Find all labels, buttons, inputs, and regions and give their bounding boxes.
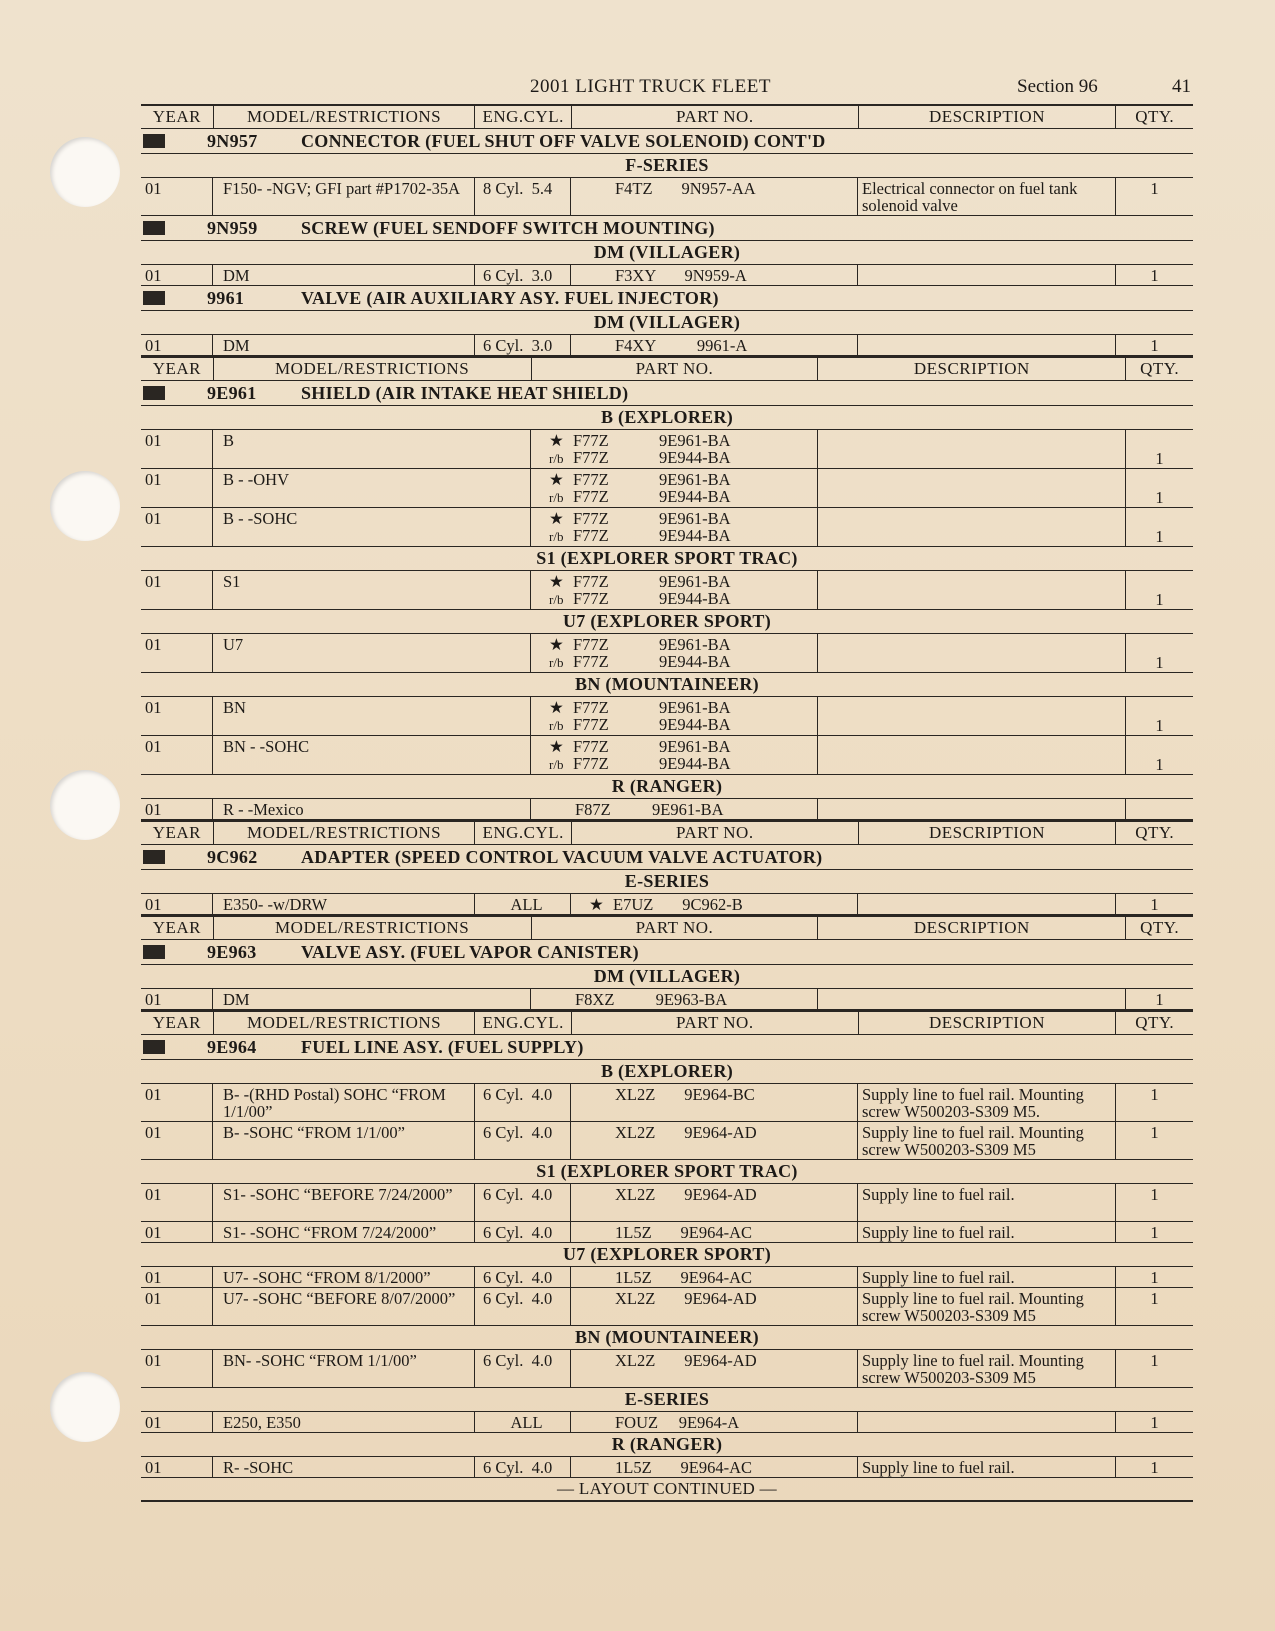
year-cell: 01 [141,1222,213,1242]
table-row [141,1184,1193,1222]
year-cell: 01 [141,430,213,468]
column-header: DESCRIPTION [818,917,1126,939]
description-cell [818,989,1126,1009]
column-header: MODEL/RESTRICTIONS [214,917,532,939]
part-line-replaced-by [531,755,817,773]
description-cell: Supply line to fuel rail. Mounting screw W500203-S309 M5 [858,1288,1116,1325]
model-cell: U7- -SOHC “BEFORE 8/07/2000” [213,1288,475,1325]
replaced-by-marker: r/b [549,757,564,772]
subsection-title: DM (VILLAGER) [141,241,1193,265]
description-cell [818,508,1126,546]
description-cell: Supply line to fuel rail. Mounting screw W500203-S309 M5 [858,1122,1116,1159]
quantity-cell: 1 [1155,653,1164,672]
model-cell: BN - -SOHC [213,736,531,774]
column-header: DESCRIPTION [859,1012,1117,1034]
group-code: 9E964 [207,1036,257,1057]
year-cell: 01 [141,634,213,672]
quantity-cell: 1 [1150,1085,1159,1104]
table-row [141,1122,1193,1160]
engine-cell: 8 Cyl. 5.4 [475,178,571,215]
subsection-title: E-SERIES [141,870,1193,894]
model-cell: E350- -w/DRW [213,894,475,914]
part-prefix: F77Z [573,487,609,506]
part-prefix: F77Z [573,431,609,450]
column-header-row [141,356,1193,381]
star-icon: ★ [549,737,564,756]
part-line-primary [531,636,817,653]
table-row [141,1412,1193,1433]
table-row [141,1350,1193,1388]
column-header: MODEL/RESTRICTIONS [214,822,476,844]
section-label: Section 96 [1017,76,1098,97]
group-name: ADAPTER (SPEED CONTROL VACUUM VALVE ACTUATOR) [301,846,823,867]
group-marker [143,1040,165,1054]
column-header: QTY. [1140,918,1180,937]
engine-cell: ALL [475,1412,571,1432]
quantity-cell: 1 [1150,1185,1159,1204]
column-header: DESCRIPTION [859,106,1117,128]
table-row [141,697,1193,736]
column-header: MODEL/RESTRICTIONS [214,1012,476,1034]
part-number-cell [531,736,818,774]
quantity-cell: 1 [1155,990,1164,1009]
description-cell: Supply line to fuel rail. [858,1222,1116,1242]
model-cell: U7 [213,634,531,672]
layout-continued-note: — LAYOUT CONTINUED — [141,1478,1193,1502]
part-line-replaced-by [531,590,817,608]
subsection-title: B (EXPLORER) [141,1060,1193,1084]
model-cell: B- -SOHC “FROM 1/1/00” [213,1122,475,1159]
group-marker [143,291,165,305]
group-code: 9E963 [207,941,257,962]
group-title [141,381,1193,406]
group-title [141,1035,1193,1060]
engine-cell: 6 Cyl. 3.0 [475,335,571,355]
binder-hole [50,1372,120,1442]
group-name: FUEL LINE ASY. (FUEL SUPPLY) [301,1036,584,1057]
year-cell: 01 [141,571,213,609]
model-cell: DM [213,335,475,355]
group-title [141,940,1193,965]
model-cell: R - -Mexico [213,799,531,819]
column-header: QTY. [1140,359,1180,378]
part-line-primary [531,510,817,527]
description-cell [818,634,1126,672]
year-cell: 01 [141,1267,213,1287]
part-base: 9E961-BA [659,431,731,450]
part-number-cell: F8XZ 9E963-BA [531,989,818,1009]
part-line-primary [531,738,817,755]
engine-cell: 6 Cyl. 4.0 [475,1350,571,1387]
quantity-cell: 1 [1150,1123,1159,1142]
part-prefix: F77Z [573,572,609,591]
description-cell [818,430,1126,468]
part-line-primary [531,699,817,716]
column-header: MODEL/RESTRICTIONS [214,106,476,128]
replaced-by-marker: r/b [549,490,564,505]
year-cell: 01 [141,1122,213,1159]
group-title [141,286,1193,311]
model-cell: U7- -SOHC “FROM 8/1/2000” [213,1267,475,1287]
group-code: 9E961 [207,382,257,403]
description-cell: Supply line to fuel rail. [858,1267,1116,1287]
column-header: YEAR [141,822,214,844]
part-prefix: F77Z [573,589,609,608]
column-header: PART NO. [572,822,859,844]
part-base: 9E944-BA [659,652,731,671]
table-row [141,469,1193,508]
part-number-cell: XL2Z 9E964-BC [571,1084,858,1121]
column-header-row [141,915,1193,940]
part-number-cell [531,697,818,735]
part-line-replaced-by [531,449,817,467]
table-row [141,1084,1193,1122]
part-base: 9E961-BA [659,635,731,654]
description-cell [818,799,1126,819]
group-code: 9N959 [207,217,258,238]
column-header-row [141,820,1193,845]
year-cell: 01 [141,989,213,1009]
subsection-title: R (RANGER) [141,1433,1193,1457]
part-prefix: F77Z [573,737,609,756]
column-header: DESCRIPTION [859,822,1117,844]
description-cell: Electrical connector on fuel tank solenoid valve [858,178,1116,215]
engine-cell: 6 Cyl. 4.0 [475,1222,571,1242]
engine-cell: 6 Cyl. 4.0 [475,1184,571,1221]
description-cell: Supply line to fuel rail. Mounting screw W500203-S309 M5 [858,1350,1116,1387]
engine-cell: 6 Cyl. 4.0 [475,1288,571,1325]
column-header: YEAR [141,1012,214,1034]
table-row [141,1267,1193,1288]
quantity-cell: 1 [1155,527,1164,546]
quantity-cell: 1 [1150,1458,1159,1477]
part-number-cell: F4TZ 9N957-AA [571,178,858,215]
description-cell [858,894,1116,914]
year-cell: 01 [141,799,213,819]
column-header-row [141,1010,1193,1035]
column-header: YEAR [141,358,214,380]
part-number-cell [571,894,858,914]
replaced-by-marker: r/b [549,529,564,544]
quantity-cell: 1 [1155,716,1164,735]
catalog-title: 2001 LIGHT TRUCK FLEET [530,76,771,97]
model-cell: S1- -SOHC “BEFORE 7/24/2000” [213,1184,475,1221]
group-marker [143,386,165,400]
star-icon: ★ [549,698,564,717]
group-marker [143,134,165,148]
star-icon: ★ [549,509,564,528]
table-row [141,894,1193,915]
subsection-title: DM (VILLAGER) [141,311,1193,335]
column-header: QTY. [1135,823,1175,842]
group-code: 9961 [207,287,245,308]
part-number-cell [531,571,818,609]
part-base: 9E944-BA [659,589,731,608]
group-marker [143,850,165,864]
table-row [141,736,1193,775]
part-number-cell [531,508,818,546]
part-number-cell: F3XY 9N959-A [571,265,858,285]
quantity-cell: 1 [1155,449,1164,468]
part-base: 9E944-BA [659,448,731,467]
part-number-cell: 1L5Z 9E964-AC [571,1222,858,1242]
part-line-primary [531,432,817,449]
part-number-cell: F4XY 9961-A [571,335,858,355]
part-line-replaced-by [531,488,817,506]
model-cell: S1- -SOHC “FROM 7/24/2000” [213,1222,475,1242]
group-name: SHIELD (AIR INTAKE HEAT SHIELD) [301,382,629,403]
binder-hole [50,137,120,207]
year-cell: 01 [141,265,213,285]
star-icon: ★ [549,572,564,591]
model-cell: DM [213,989,531,1009]
table-row [141,1457,1193,1478]
engine-cell: 6 Cyl. 4.0 [475,1267,571,1287]
table-row [141,335,1193,356]
replaced-by-marker: r/b [549,655,564,670]
subsection-title: BN (MOUNTAINEER) [141,673,1193,697]
subsection-title: B (EXPLORER) [141,406,1193,430]
binder-hole [50,471,120,541]
page-number: 41 [1172,76,1191,97]
table-row [141,634,1193,673]
quantity-cell: 1 [1155,488,1164,507]
engine-cell: 6 Cyl. 4.0 [475,1122,571,1159]
star-icon: ★ [549,635,564,654]
part-prefix: F77Z [573,698,609,717]
group-name: SCREW (FUEL SENDOFF SWITCH MOUNTING) [301,217,715,238]
model-cell: DM [213,265,475,285]
quantity-cell [1126,799,1193,819]
subsection-title: U7 (EXPLORER SPORT) [141,1243,1193,1267]
subsection-title: F-SERIES [141,154,1193,178]
year-cell: 01 [141,1457,213,1477]
subsection-title: R (RANGER) [141,775,1193,799]
column-header: PART NO. [532,358,819,380]
quantity-cell: 1 [1150,1289,1159,1308]
subsection-title: S1 (EXPLORER SPORT TRAC) [141,547,1193,571]
column-header: ENG.CYL. [475,1012,572,1034]
table-row [141,799,1193,820]
year-cell: 01 [141,1084,213,1121]
engine-cell: ALL [475,894,571,914]
subsection-title: E-SERIES [141,1388,1193,1412]
star-icon: ★ [589,895,604,914]
part-number-cell: 1L5Z 9E964-AC [571,1457,858,1477]
column-header: PART NO. [572,106,859,128]
model-cell: E250, E350 [213,1412,475,1432]
year-cell: 01 [141,178,213,215]
quantity-cell: 1 [1150,895,1159,914]
year-cell: 01 [141,335,213,355]
year-cell: 01 [141,1350,213,1387]
table-row [141,1222,1193,1243]
engine-cell: 6 Cyl. 3.0 [475,265,571,285]
table-row [141,1288,1193,1326]
part-value: E7UZ 9C962-B [613,895,743,914]
part-number-cell: XL2Z 9E964-AD [571,1122,858,1159]
part-number-cell [531,469,818,507]
part-prefix: F77Z [573,715,609,734]
part-number-cell [531,634,818,672]
group-marker [143,945,165,959]
part-line-primary [531,471,817,488]
subsection-title: DM (VILLAGER) [141,965,1193,989]
group-title [141,845,1193,870]
quantity-cell: 1 [1155,755,1164,774]
engine-cell: 6 Cyl. 4.0 [475,1457,571,1477]
part-line-primary [531,573,817,590]
subsection-title: S1 (EXPLORER SPORT TRAC) [141,1160,1193,1184]
column-header: DESCRIPTION [818,358,1126,380]
part-number-cell: FOUZ 9E964-A [571,1412,858,1432]
year-cell: 01 [141,1184,213,1221]
replaced-by-marker: r/b [549,718,564,733]
group-name: CONNECTOR (FUEL SHUT OFF VALVE SOLENOID) CONT'D [301,130,826,151]
part-base: 9E961-BA [659,572,731,591]
part-base: 9E944-BA [659,715,731,734]
part-prefix: F77Z [573,470,609,489]
column-header: PART NO. [532,917,819,939]
part-number-cell: 1L5Z 9E964-AC [571,1267,858,1287]
description-cell [858,1412,1116,1432]
quantity-cell: 1 [1150,1351,1159,1370]
year-cell: 01 [141,508,213,546]
part-prefix: F77Z [573,509,609,528]
description-cell [858,265,1116,285]
parts-table [141,104,1193,1502]
page-header [140,76,1195,102]
model-cell: B - -OHV [213,469,531,507]
group-code: 9N957 [207,130,258,151]
binder-hole [50,770,120,840]
column-header: MODEL/RESTRICTIONS [214,358,532,380]
quantity-cell: 1 [1150,1268,1159,1287]
part-line-replaced-by [531,527,817,545]
part-number-cell: F87Z 9E961-BA [531,799,818,819]
column-header: YEAR [141,106,214,128]
part-prefix: F77Z [573,754,609,773]
engine-cell: 6 Cyl. 4.0 [475,1084,571,1121]
table-row [141,430,1193,469]
table-row [141,265,1193,286]
description-cell: Supply line to fuel rail. [858,1457,1116,1477]
part-base: 9E961-BA [659,698,731,717]
part-base: 9E961-BA [659,737,731,756]
year-cell: 01 [141,894,213,914]
quantity-cell: 1 [1150,1413,1159,1432]
part-base: 9E961-BA [659,470,731,489]
part-base: 9E944-BA [659,526,731,545]
description-cell [818,736,1126,774]
part-prefix: F77Z [573,652,609,671]
replaced-by-marker: r/b [549,451,564,466]
star-icon: ★ [549,470,564,489]
group-name: VALVE ASY. (FUEL VAPOR CANISTER) [301,941,639,962]
part-prefix: F77Z [573,526,609,545]
year-cell: 01 [141,1412,213,1432]
description-cell [818,571,1126,609]
star-icon: ★ [549,431,564,450]
year-cell: 01 [141,697,213,735]
table-row [141,571,1193,610]
part-number-cell: XL2Z 9E964-AD [571,1288,858,1325]
part-prefix: F77Z [573,448,609,467]
model-cell: F150- -NGV; GFI part #P1702-35A [213,178,475,215]
column-header: ENG.CYL. [475,822,572,844]
model-cell: BN- -SOHC “FROM 1/1/00” [213,1350,475,1387]
replaced-by-marker: r/b [549,592,564,607]
column-header: PART NO. [572,1012,859,1034]
part-number-cell: XL2Z 9E964-AD [571,1350,858,1387]
column-header: QTY. [1135,1013,1175,1032]
quantity-cell: 1 [1150,266,1159,285]
model-cell: B- -(RHD Postal) SOHC “FROM 1/1/00” [213,1084,475,1121]
table-row [141,508,1193,547]
description-cell [858,335,1116,355]
model-cell: S1 [213,571,531,609]
quantity-cell: 1 [1155,590,1164,609]
subsection-title: BN (MOUNTAINEER) [141,1326,1193,1350]
group-title [141,129,1193,154]
table-row [141,989,1193,1010]
description-cell [818,697,1126,735]
column-header-row [141,104,1193,129]
group-name: VALVE (AIR AUXILIARY ASY. FUEL INJECTOR) [301,287,719,308]
quantity-cell: 1 [1150,179,1159,198]
part-line-replaced-by [531,716,817,734]
part-base: 9E944-BA [659,487,731,506]
column-header: YEAR [141,917,214,939]
description-cell: Supply line to fuel rail. Mounting screw W500203-S309 M5. [858,1084,1116,1121]
part-number-cell [531,430,818,468]
description-cell [818,469,1126,507]
year-cell: 01 [141,469,213,507]
model-cell: B - -SOHC [213,508,531,546]
quantity-cell: 1 [1150,336,1159,355]
column-header: QTY. [1135,107,1175,126]
group-title [141,216,1193,241]
part-line-replaced-by [531,653,817,671]
column-header: ENG.CYL. [475,106,572,128]
table-row [141,178,1193,216]
model-cell: BN [213,697,531,735]
quantity-cell: 1 [1150,1223,1159,1242]
subsection-title: U7 (EXPLORER SPORT) [141,610,1193,634]
part-base: 9E944-BA [659,754,731,773]
year-cell: 01 [141,736,213,774]
year-cell: 01 [141,1288,213,1325]
part-number-cell: XL2Z 9E964-AD [571,1184,858,1221]
model-cell: B [213,430,531,468]
group-code: 9C962 [207,846,258,867]
description-cell: Supply line to fuel rail. [858,1184,1116,1221]
part-prefix: F77Z [573,635,609,654]
group-marker [143,221,165,235]
part-base: 9E961-BA [659,509,731,528]
model-cell: R- -SOHC [213,1457,475,1477]
